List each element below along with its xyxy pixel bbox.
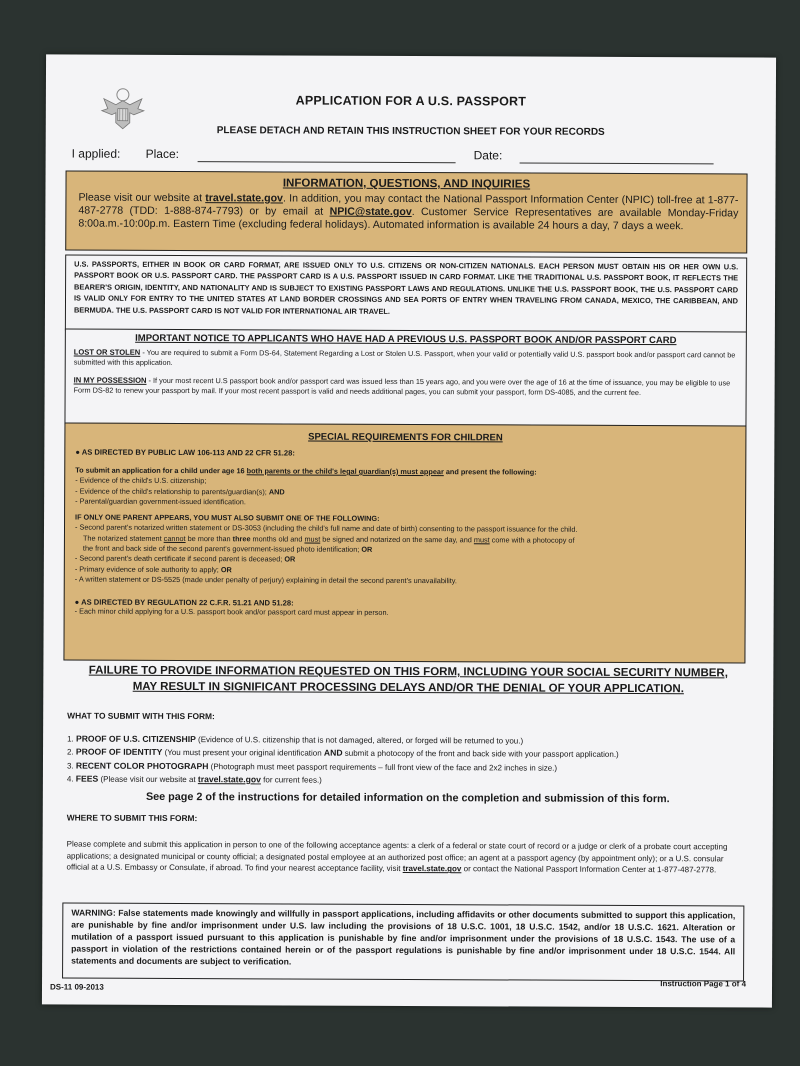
item-text-b: for current fees.) [260,775,322,785]
op1b-1: The notarized statement [82,533,164,543]
op2-text: - Second parent's death certificate if second parent is deceased; [74,553,285,564]
applied-line [71,146,762,163]
fees-link[interactable]: travel.state.gov [197,773,261,785]
submit-item-4 [67,772,757,788]
op1b-cannot: cannot [163,533,186,543]
info-body [66,189,746,235]
warning-text: WARNING: False statements made knowingly and willfully in passport applications, including affidavits or other documents submitted to support this application, are punishable by fine and/or imprisonment under U.S. law including the provisions of 18 U.S.C. 1001, 18 U.S.C. 1542, and/or 18 U.S.C. 1621. Alteration or mutilation of a passport issued pursuant to this application is punishable by fine and/or imprisonment under the provisions of 18 U.S.C. 1543. The use of a passport in violation of the restrictions contained herein or of the passport regulations is punishable by fine and/or imprisonment under 18 U.S.C. 1544. All statements and documents are subject to verification. [71,907,736,967]
one-parent-header: IF ONLY ONE PARENT APPEARS, YOU MUST ALSO SUBMIT ONE OF THE FOLLOWING: [75,512,380,524]
reg-header-text: AS DIRECTED BY REGULATION 22 C.F.R. 51.21 AND 51.28: [81,597,294,608]
where-to-submit-body [67,839,747,877]
where-text-b: or contact the National Passport Information Center at 1-877-487-2778. [461,864,717,875]
or-3: OR [220,564,232,574]
req2-text: - Evidence of the child's relationship to parents/guardian(s); [75,486,269,496]
intro-underlined: both parents or the child's legal guardian(s) must appear [246,466,444,477]
requirement-1: - Evidence of the child's U.S. citizenship; [75,475,207,486]
item-num: 4. [66,774,74,784]
op1b-3: months old and [250,534,305,544]
item-num: 3. [66,761,74,771]
where-to-submit-heading: WHERE TO SUBMIT THIS FORM: [66,812,198,824]
info-text-3: . Customer Service Representatives are available Monday-Friday 8:00a.m.-10:00p.m. Eastern Time (excluding federal holidays). Automated information is available 24 hours a day, 7 days a week. [78,206,739,233]
submit-list [67,733,757,789]
public-law-header: ● AS DIRECTED BY PUBLIC LAW 106-113 AND 22 CFR 51.28: [75,447,295,458]
regulation-header: ● AS DIRECTED BY REGULATION 22 C.F.R. 51.21 AND 51.28: [74,597,294,608]
one-parent-option-1: - Second parent's notarized written statement or DS-3053 (including the child's full name and date of birth) consenting to the passport issuance for the child. [74,523,578,535]
date-field[interactable] [520,162,714,164]
see-page-2: See page 2 of the instructions for detailed information on the completion and submission of this form. [145,790,670,806]
op1c-text: the front and back side of the second parent's government-issued photo identification; [82,543,362,554]
item-text: (Photograph must meet passport requirements – full front view of the face and 2x2 inches in size.) [208,761,558,773]
info-section [65,170,747,253]
what-to-submit-heading: WHAT TO SUBMIT WITH THIS FORM: [67,710,215,722]
op3-text: - Primary evidence of sole authority to apply; [74,564,221,574]
req2-and: AND [268,486,285,497]
form-title: APPLICATION FOR A U.S. PASSPORT [295,93,527,109]
email-link[interactable]: NPIC@state.gov [329,205,412,219]
or-1: OR [361,544,373,554]
form-subtitle: PLEASE DETACH AND RETAIN THIS INSTRUCTION SHEET FOR YOUR RECORDS [216,125,605,138]
website-link[interactable]: travel.state.gov [205,192,284,205]
notice-title: IMPORTANT NOTICE TO APPLICANTS WHO HAVE HAD A PREVIOUS U.S. PASSPORT BOOK AND/OR PASSPORT CARD [135,332,677,347]
item-and: AND [323,747,343,759]
lost-stolen-para [66,348,746,371]
or-2: OR [284,554,296,564]
item-text: (Evidence of U.S. citizenship that is not damaged, altered, or forged will be returned to you.) [195,735,524,746]
failure-line-1: FAILURE TO PROVIDE INFORMATION REQUESTED ON THIS FORM, INCLUDING YOUR SOCIAL SECURITY NUMBER, [88,664,728,680]
info-text-2: . In addition, you may contact the National Passport Information Center (NPIC) toll-free at 1-877-487-2778 (TDD: 1-888-874-7793) or by email at [78,192,739,218]
lost-text: - You are required to submit a Form DS-64, Statement Regarding a Lost or Stolen U.S. Passport, when your valid or potentially valid U.S. passport book and/or passport card cannot be submitted with this application. [73,347,736,367]
op1b-2: be more than [185,533,233,544]
where-text-a: Please complete and submit this application in person to one of the following acceptance agents: a clerk of a federal or state court of record or a judge or clerk of a probate court accepting applications; a designated municipal or county official; a designated postal employee at an authorized post office; an agent at a passport agency (by appointment only); or a U.S. consular official at a U.S. Embassy or Consulate, if abroad. To find your nearest acceptance facility, visit [66,839,728,874]
item-label: PROOF OF IDENTITY [75,746,163,758]
date-label: Date: [473,148,503,163]
intro-b: and present the following: [443,467,537,477]
item-num: 2. [67,747,74,757]
failure-warning [43,662,773,697]
regulation-text: - Each minor child applying for a U.S. passport book and/or passport card must appear in person. [74,606,389,618]
op1b-must2: must [473,535,490,545]
passport-card-text: U.S. PASSPORTS, EITHER IN BOOK OR CARD FORMAT, ARE ISSUED ONLY TO U.S. CITIZENS OR NON-CITIZEN NATIONALS. EACH PERSON MUST OBTAIN HIS OR HER OWN U.S. PASSPORT BOOK OR U.S. PASSPORT CARD. THE PASSPORT CARD IS A U.S. PASSPORT ISSUED IN CARD FORMAT. LIKE THE TRADITIONAL U.S. PASSPORT BOOK, IT REFLECTS THE BEARER'S ORIGIN, IDENTITY, AND NATIONALITY AND IS SUBJECT TO EXISTING PASSPORT LAWS AND REGULATIONS. UNLIKE THE U.S. PASSPORT BOOK, THE U.S. PASSPORT CARD IS VALID ONLY FOR ENTRY TO THE UNITED STATES AT LAND BORDER CROSSINGS AND SEA PORTS OF ENTRY WHEN TRAVELING FROM CANADA, MEXICO, THE CARIBBEAN, AND BERMUDA. THE U.S. PASSPORT CARD IS NOT VALID FOR INTERNATIONAL AIR TRAVEL. [73,259,739,316]
applied-label: I applied: [71,146,121,161]
item-label: RECENT COLOR PHOTOGRAPH [75,760,209,771]
possession-text: - If your most recent U.S passport book and/or passport card was issued less than 15 years ago, and you were over the age of 16 at the time of issuance, you may be eligible to use Form DS-82 to renew your passport by mail. If your most recent passport is valid and needs additional pages, you can submit your passport, form DS-4085, and the current fee. [73,375,731,398]
children-title: SPECIAL REQUIREMENTS FOR CHILDREN [308,431,503,444]
failure-line-2: MAY RESULT IN SIGNIFICANT PROCESSING DELAYS AND/OR THE DENIAL OF YOUR APPLICATION. [132,680,684,696]
warning-box [62,902,744,981]
possession-para [66,376,746,399]
one-parent-option-4: - A written statement or DS-5525 (made under penalty of perjury) explaining in detail the second parent's unavailability. [74,574,457,586]
info-title: INFORMATION, QUESTIONS, AND INQUIRIES [282,177,531,191]
item-label: FEES [75,773,99,784]
requirement-3: - Parental/guardian government-issued identification. [75,496,246,507]
op1b-three: three [232,534,251,544]
op1b-4: be signed and notarized on the same day, and [320,534,474,545]
children-requirements [63,422,746,663]
place-label: Place: [145,146,180,161]
item-text: (You must present your original identification [162,748,324,758]
place-field[interactable] [198,161,456,163]
item-text-b: submit a photocopy of the front and back side with your passport application.) [342,749,619,760]
previous-passport-notice [64,328,746,427]
lost-label: LOST OR STOLEN [73,347,141,357]
passport-instruction-sheet [42,54,776,1007]
op1b-5: come with a photocopy of [489,535,575,545]
intro-a: To submit an application for a child under age 16 [75,465,247,476]
form-id: DS-11 09-2013 [49,982,104,992]
where-link[interactable]: travel.state.gov [402,864,462,874]
op1b-must: must [304,534,321,544]
law-header-text: AS DIRECTED BY PUBLIC LAW 106-113 AND 22 CFR 51.28: [81,447,295,458]
item-num: 1. [67,734,74,744]
item-text: (Please visit our website at [98,774,198,784]
passport-card-notice [65,254,747,333]
possession-label: IN MY POSSESSION [73,375,147,385]
item-label: PROOF OF U.S. CITIZENSHIP [75,733,196,745]
page-number: Instruction Page 1 of 4 [660,979,747,989]
info-text-1: Please visit our website at [78,191,206,205]
